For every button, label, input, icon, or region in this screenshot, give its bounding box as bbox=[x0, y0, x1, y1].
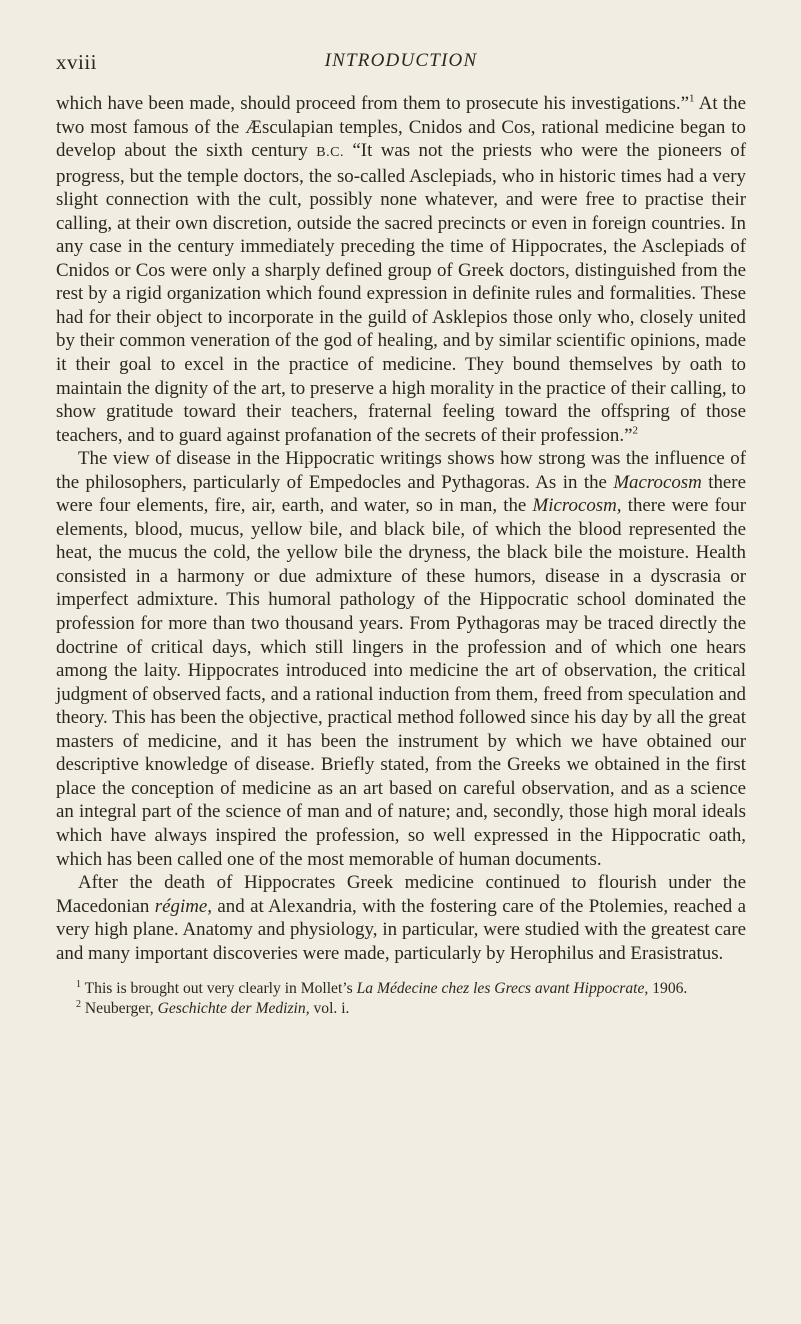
footnote-1-number: 1 bbox=[76, 979, 81, 991]
footnote-1 bbox=[56, 979, 746, 999]
p2-text-1: The view of disease in the Hippocratic writings shows how strong was the influence of the philosophers, particularly of Empedocles and Pythagoras. As in the bbox=[56, 448, 746, 493]
paragraph-2 bbox=[56, 447, 746, 871]
p1-text-1: which have been made, should proceed from them to prosecute his investigations.” bbox=[56, 93, 690, 114]
footnote-2 bbox=[56, 999, 746, 1019]
p2-text-3: there were four elements, blood, mucus, yellow bile, and black bile, of which the blood represented the heat, the mucus the cold, the yellow bile the dryness, the black bile the moisture. Health consisted in a harmony or due admixture of these humors, disease in a dyscrasia or imperfect admixture. This humoral pathology of the Hippocratic school dominated the profession for more than two thousand years. From Pythagoras may be traced directly the doctrine of critical days, which still lingers in the profession and of which one hears among the laity. Hippocrates introduced into medicine the art of observation, the critical judgment of observed facts, and a rational induction from them, freed from speculation and theory. This has been the objective, practical method followed since his day by all the great masters of medicine, and it has been the instrument by which we have obtained our descriptive knowledge of disease. Briefly stated, from the Greeks we obtained in the first place the conception of medicine as an art based on careful observation, and as a science an integral part of the science of man and of nature; and, secondly, those high moral ideals which have always inspired the profession, so well expressed in the Hippocratic oath, which has been called one of the most memorable of human documents. bbox=[56, 495, 746, 870]
p1-text-3: “It was not the priests who were the pioneers of progress, but the temple doctors, the so-called Asclepiads, who in historic times had a very slight connection with the cult, possibly none whatever, and were free to practise their calling, at their own discretion, outside the sacred precincts or even in foreign countries. In any case in the century immediately preceding the time of Hippocrates, the Asclepiads of Cnidos or Cos were only a sharply defined group of Greek doctors, distinguished from the rest by a rigid organization which found expression in definite rules and formalities. These had for their object to incorporate in the guild of Asklepios those only who, closely united by their common veneration of the god of healing, and by similar scientific opinions, made it their goal to excel in the practice of medicine. They bound themselves by oath to maintain the dignity of the art, to preserve a high morality in the practice of their calling, to show gratitude toward their teachers, fraternal feeling toward the offspring of those teachers, and to guard against profanation of the secrets of their profession.” bbox=[56, 140, 746, 446]
p1-text-2: At the two most famous of the Æsculapian temples, Cnidos and Cos, rational medicine began to develop about the sixth century bbox=[56, 93, 747, 162]
footnotes bbox=[56, 979, 746, 1018]
paragraph-1 bbox=[56, 92, 746, 447]
paragraph-3 bbox=[56, 871, 746, 965]
book-page bbox=[56, 50, 746, 1018]
p2-text-2: there were four elements, fire, air, earth, and water, so in man, the bbox=[56, 471, 746, 517]
body-text bbox=[56, 92, 746, 965]
footnote-1-title: La Médecine chez les Grecs avant Hippocrate, bbox=[356, 980, 649, 998]
footnote-2-title: Geschichte der Medizin, bbox=[157, 999, 310, 1017]
footnote-ref-2: 2 bbox=[632, 424, 638, 437]
p2-italic-macrocosm: Macrocosm bbox=[613, 471, 702, 493]
footnote-1-text-1: This is brought out very clearly in Mollet’s bbox=[81, 980, 357, 998]
page-number: xviii bbox=[56, 50, 98, 74]
running-head: INTRODUCTION bbox=[324, 50, 478, 71]
p3-text-2: and at Alexandria, with the fostering care of the Ptolemies, reached a very high plane. Anatomy and physiology, in particular, were studied with the greatest care and many important discoveries were made, particularly by Herophilus and Erasistratus. bbox=[56, 895, 746, 964]
p2-italic-microcosm: Microcosm, bbox=[532, 495, 622, 517]
footnote-ref-1: 1 bbox=[689, 92, 695, 105]
p3-text-1: After the death of Hippocrates Greek medicine continued to flourish under the Macedonian bbox=[56, 872, 746, 917]
footnote-1-text-2: 1906. bbox=[648, 980, 688, 998]
p3-italic-regime: régime, bbox=[154, 895, 212, 917]
page-header bbox=[56, 50, 746, 80]
era-abbreviation: B.C. bbox=[316, 145, 344, 161]
footnote-2-text-2: vol. i. bbox=[309, 999, 350, 1017]
footnote-2-number: 2 bbox=[76, 998, 81, 1010]
footnote-2-text-1: Neuberger, bbox=[81, 999, 158, 1017]
